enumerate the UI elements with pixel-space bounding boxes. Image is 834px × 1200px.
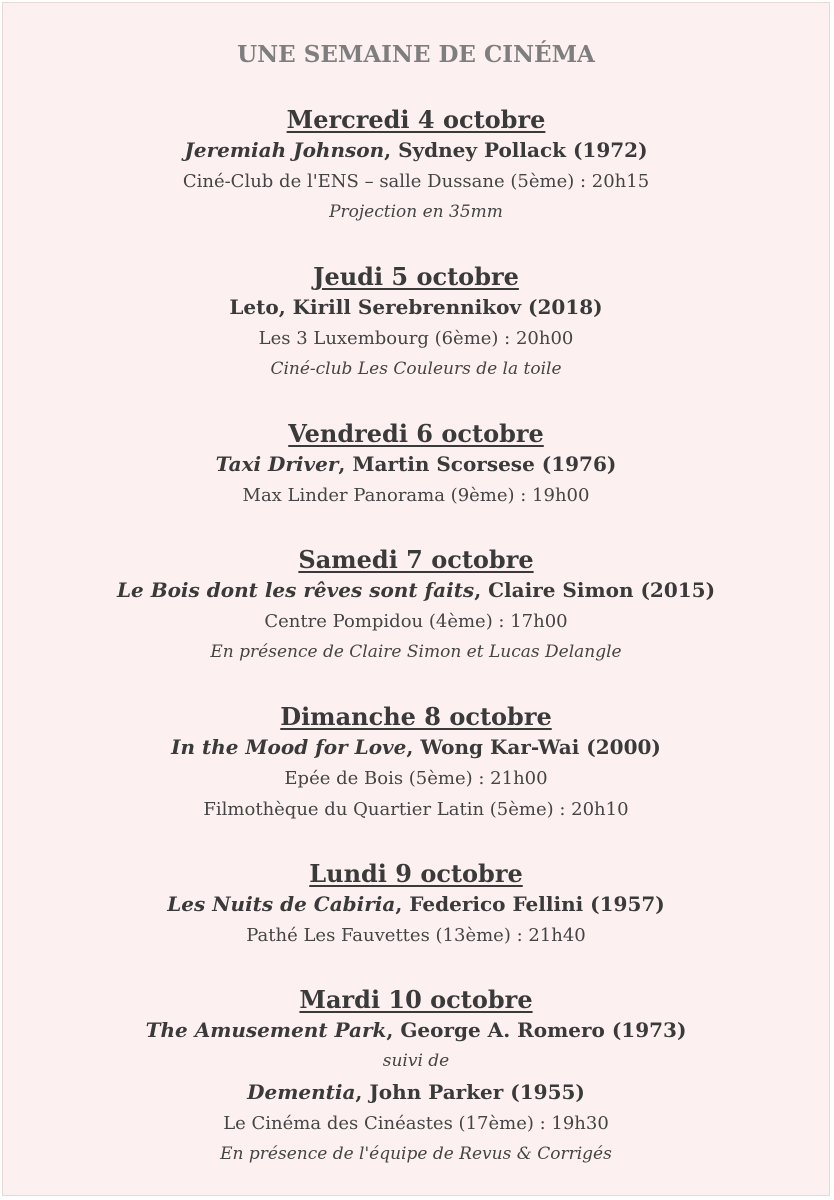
schedule-page: [2, 2, 830, 1196]
day-section-lundi: [3, 858, 829, 951]
film-director-year: , Federico Fellini (1957): [395, 892, 665, 916]
day-section-mercredi: [3, 104, 829, 228]
film-line: [3, 449, 829, 480]
film-director-year: , Claire Simon (2015): [474, 578, 716, 602]
film-line: [3, 575, 829, 606]
day-heading: Vendredi 6 octobre: [288, 419, 544, 448]
day-heading: Mercredi 4 octobre: [286, 105, 546, 134]
day-section-dimanche: [3, 701, 829, 825]
venue-line: Pathé Les Fauvettes (13ème) : 21h40: [246, 925, 586, 946]
note-line: En présence de Claire Simon et Lucas Delangle: [210, 642, 622, 662]
film-line: [3, 889, 829, 920]
film-line: [3, 135, 829, 166]
film-line: [3, 1015, 829, 1046]
venue-line: Le Cinéma des Cinéastes (17ème) : 19h30: [223, 1113, 609, 1134]
film-director-year: , George A. Romero (1973): [386, 1018, 687, 1042]
venue-line: Les 3 Luxembourg (6ème) : 20h00: [258, 328, 574, 349]
film-title: Jeremiah Johnson: [184, 138, 385, 162]
day-heading: Dimanche 8 octobre: [280, 702, 552, 731]
film-line: Leto, Kirill Serebrennikov (2018): [229, 295, 603, 319]
day-section-vendredi: [3, 418, 829, 511]
venue-line-2: Filmothèque du Quartier Latin (5ème) : 20h10: [203, 799, 629, 820]
film-title-2: Dementia: [247, 1080, 356, 1104]
day-heading: Samedi 7 octobre: [298, 545, 534, 574]
day-heading: Lundi 9 octobre: [309, 859, 523, 888]
connector-line: suivi de: [382, 1051, 450, 1071]
day-heading: Jeudi 5 octobre: [313, 262, 519, 291]
film-director-year: , Sydney Pollack (1972): [384, 138, 648, 162]
film-title: Les Nuits de Cabiria: [167, 892, 396, 916]
venue-line: Max Linder Panorama (9ème) : 19h00: [242, 485, 590, 506]
film-director-year: , Martin Scorsese (1976): [338, 452, 617, 476]
note-line: Projection en 35mm: [329, 202, 503, 222]
film-line: [3, 732, 829, 763]
film-director-year: , Wong Kar-Wai (2000): [406, 735, 661, 759]
page-title: UNE SEMAINE DE CINÉMA: [237, 41, 595, 68]
note-line: En présence de l'équipe de Revus & Corrigés: [220, 1144, 612, 1164]
venue-line: Epée de Bois (5ème) : 21h00: [284, 768, 548, 789]
note-line: Ciné-club Les Couleurs de la toile: [270, 359, 562, 379]
day-section-jeudi: [3, 261, 829, 385]
film-title: Le Bois dont les rêves sont faits: [116, 578, 475, 602]
day-section-mardi: [3, 984, 829, 1170]
film-title: Taxi Driver: [215, 452, 339, 476]
film-line-2: [3, 1077, 829, 1108]
day-heading: Mardi 10 octobre: [299, 985, 533, 1014]
venue-line: Ciné-Club de l'ENS – salle Dussane (5ème) : 20h15: [182, 171, 650, 192]
day-section-samedi: [3, 544, 829, 668]
film-title: In the Mood for Love: [171, 735, 407, 759]
film-title: The Amusement Park: [145, 1018, 387, 1042]
venue-line: Centre Pompidou (4ème) : 17h00: [264, 611, 568, 632]
film-director-year-2: , John Parker (1955): [355, 1080, 585, 1104]
